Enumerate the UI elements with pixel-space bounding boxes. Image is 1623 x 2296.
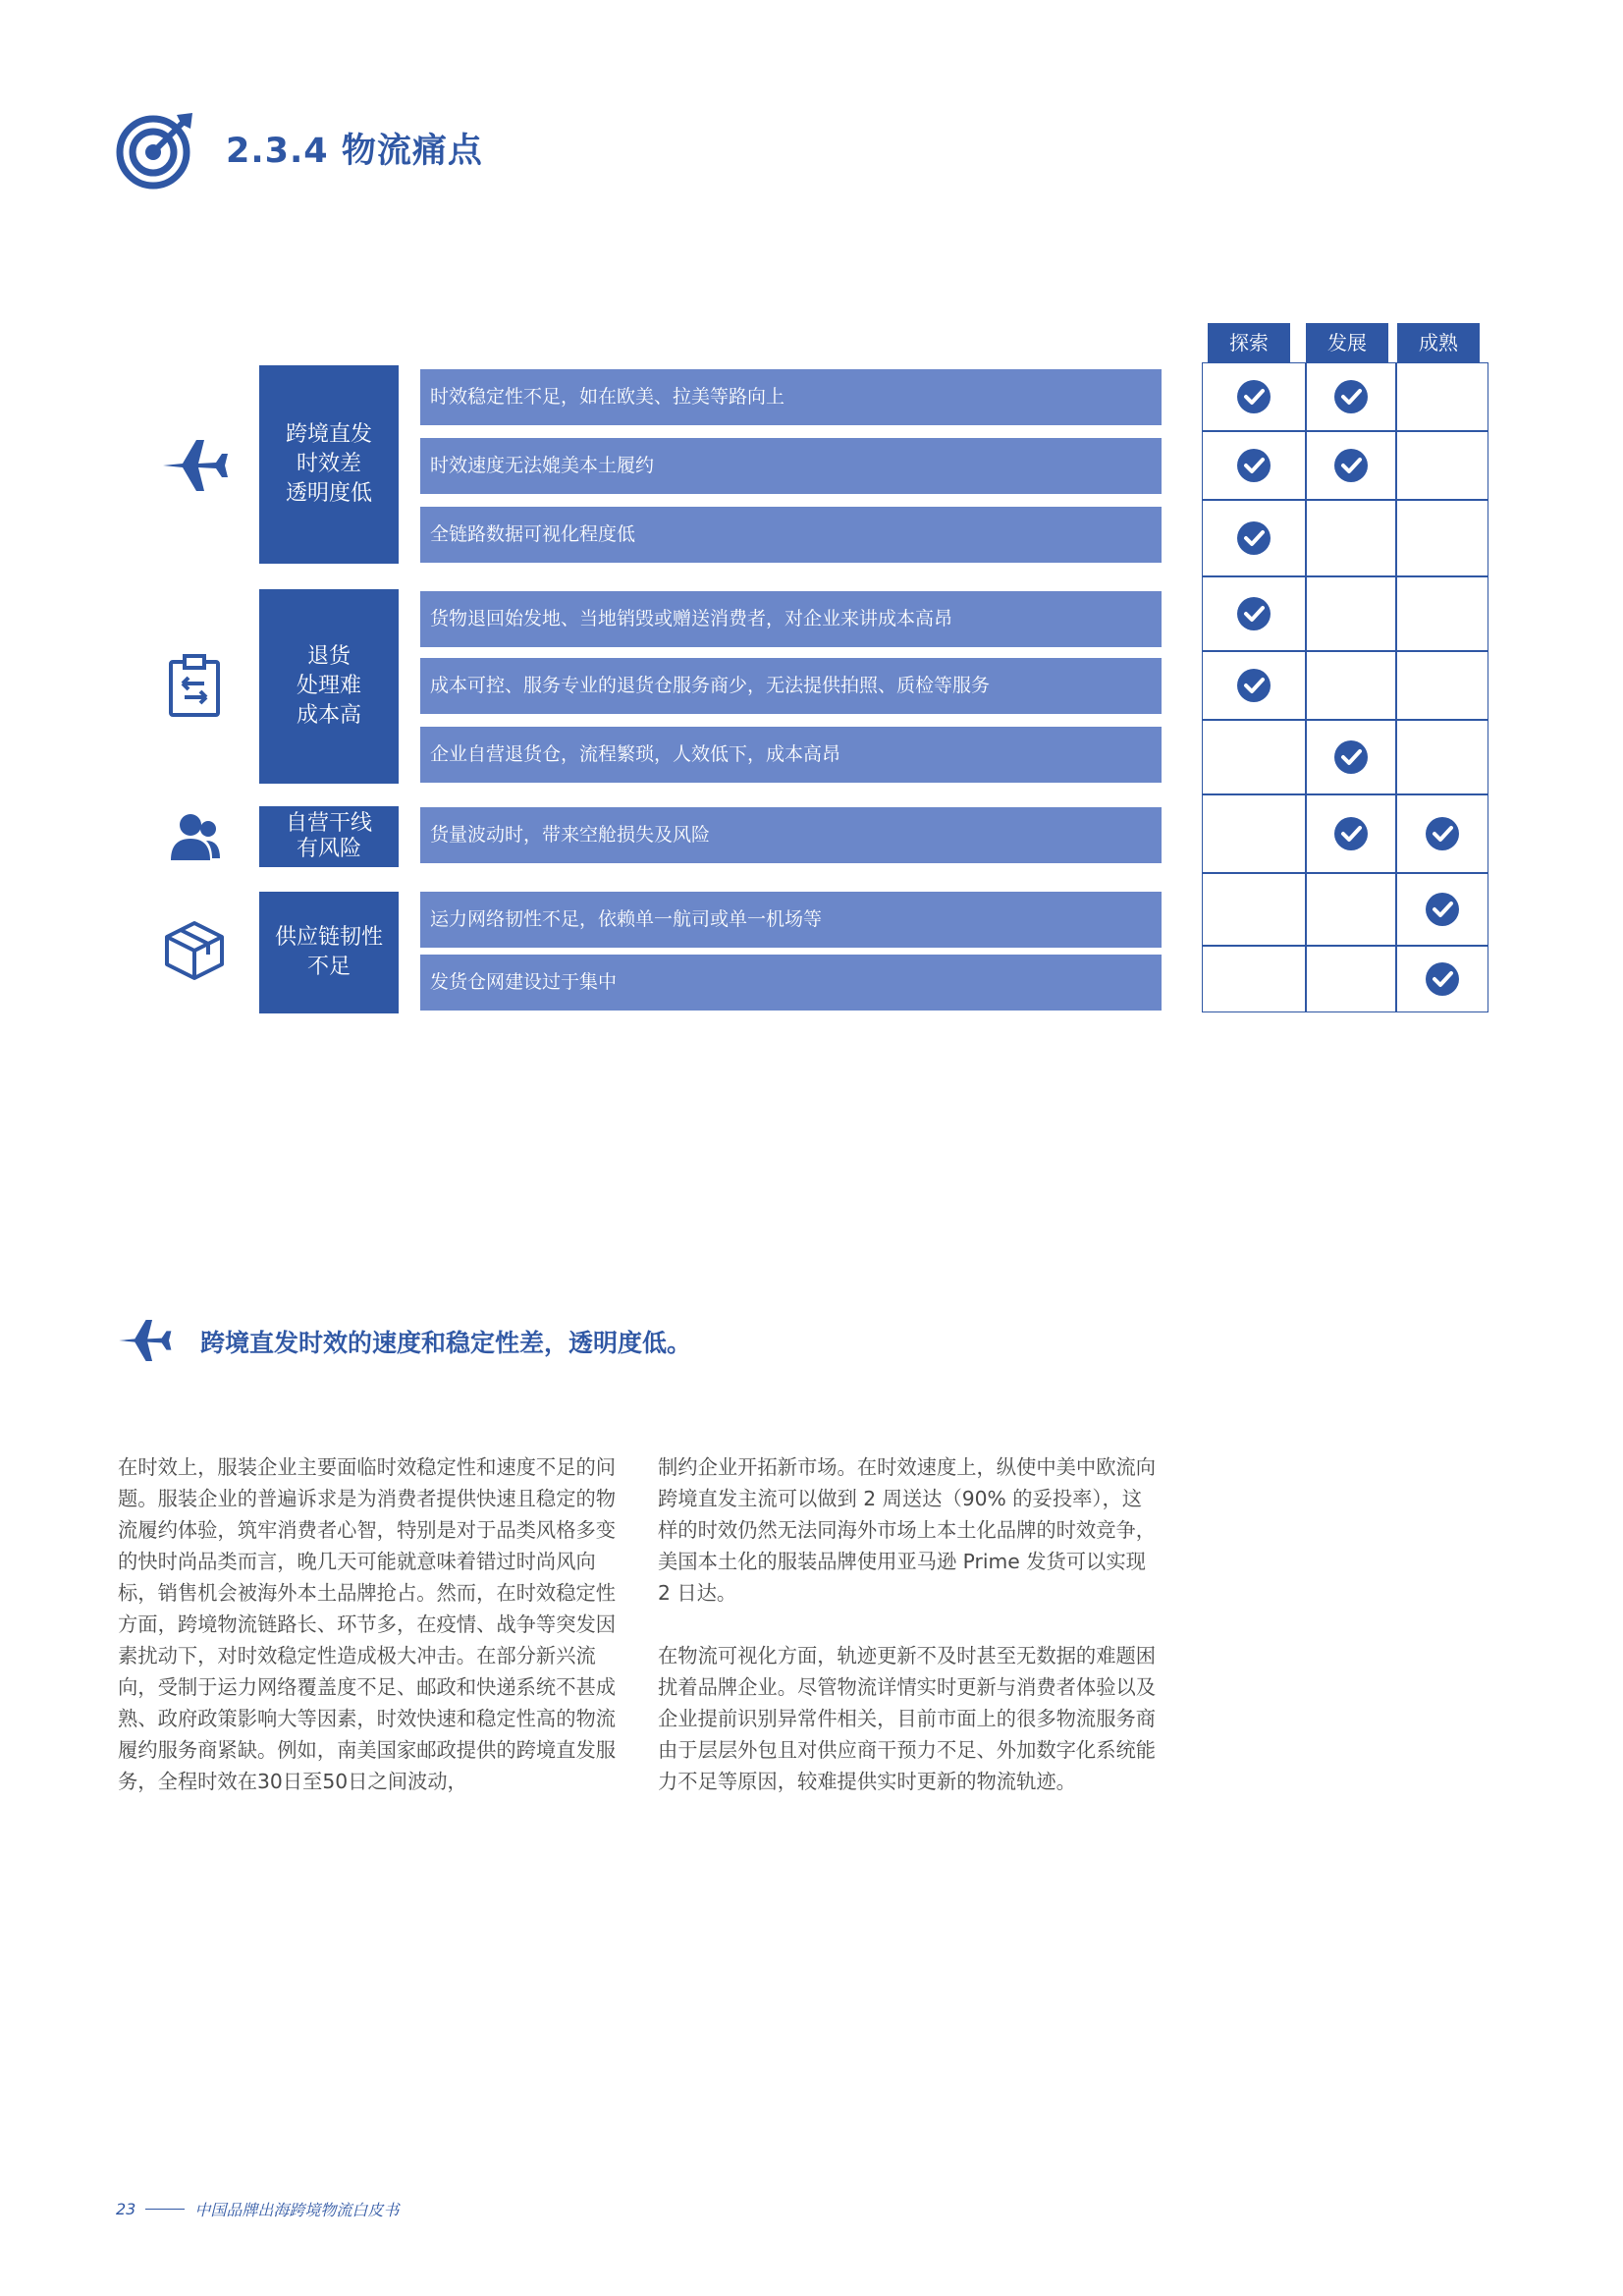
- check-circle-icon: [1237, 449, 1271, 482]
- target-icon: [116, 111, 194, 190]
- check-circle-icon: [1237, 380, 1271, 413]
- check-circle-icon: [1334, 817, 1368, 850]
- return-clipboard-icon: [167, 654, 222, 717]
- category-cross-border: 跨境直发 时效差 透明度低: [259, 365, 399, 564]
- issue-row: 时效稳定性不足，如在欧美、拉美等路向上: [420, 369, 1162, 425]
- issue-row: 发货仓网建设过于集中: [420, 955, 1162, 1011]
- body-column-left: [118, 1451, 619, 1829]
- issue-row: 全链路数据可视化程度低: [420, 507, 1162, 563]
- check-circle-icon: [1426, 817, 1459, 850]
- airplane-icon: [159, 430, 230, 501]
- check-circle-icon: [1237, 669, 1271, 702]
- issue-row: 运力网络韧性不足，依赖单一航司或单一机场等: [420, 892, 1162, 948]
- body-column-right: [658, 1451, 1159, 1829]
- check-circle-icon: [1426, 893, 1459, 926]
- users-icon: [169, 811, 222, 862]
- footer-rule: [145, 2209, 185, 2210]
- issue-row: 企业自营退货仓，流程繁琐，人效低下，成本高昂: [420, 727, 1162, 783]
- check-circle-icon: [1334, 449, 1368, 482]
- issue-row: 成本可控、服务专业的退货仓服务商少，无法提供拍照、质检等服务: [420, 658, 1162, 714]
- stage-matrix: [1202, 362, 1488, 1012]
- section-title: 2.3.4 物流痛点: [226, 132, 483, 171]
- category-self-trunk: 自营干线 有风险: [259, 806, 399, 867]
- check-circle-icon: [1237, 521, 1271, 555]
- category-returns: 退货 处理难 成本高: [259, 589, 399, 784]
- airplane-icon: [116, 1314, 173, 1367]
- page-footer: [116, 2198, 399, 2220]
- body-paragraph: 在时效上，服装企业主要面临时效稳定性和速度不足的问题。服装企业的普遍诉求是为消费者提供快速且稳定的物流履约体验，筑牢消费者心智，特别是对于品类风格多变的快时尚品类而言，晚几天可能就意味着错过时尚风向标，销售机会被海外本土品牌抢占。然而，在时效稳定性方面，跨境物流链路长、环节多，在疫情、战争等突发因素扰动下，对时效稳定性造成极大冲击。在部分新兴流向，受制于运力网络覆盖度不足、邮政和快递系统不甚成熟、政府政策影响大等因素，时效快速和稳定性高的物流履约服务商紧缺。例如，南美国家邮政提供的跨境直发服务，全程时效在30日至50日之间波动，: [118, 1455, 617, 1793]
- stage-header-develop: 发展: [1306, 323, 1388, 362]
- subsection-title: 跨境直发时效的速度和稳定性差，透明度低。: [200, 1329, 692, 1357]
- box-icon: [163, 919, 226, 982]
- stage-header-explore: 探索: [1208, 323, 1290, 362]
- issue-row: 货量波动时，带来空舱损失及风险: [420, 807, 1162, 863]
- body-paragraph: 在物流可视化方面，轨迹更新不及时甚至无数据的难题困扰着品牌企业。尽管物流详情实时更新与消费者体验以及企业提前识别异常件相关，目前市面上的很多物流服务商由于层层外包且对供应商干预力不足、外加数字化系统能力不足等原因，较难提供实时更新的物流轨迹。: [658, 1644, 1157, 1793]
- check-circle-icon: [1334, 740, 1368, 774]
- check-circle-icon: [1237, 597, 1271, 630]
- issue-row: 货物退回始发地、当地销毁或赠送消费者，对企业来讲成本高昂: [420, 591, 1162, 647]
- check-circle-icon: [1334, 380, 1368, 413]
- page-number: 23: [116, 2200, 136, 2218]
- body-paragraph: 制约企业开拓新市场。在时效速度上，纵使中美中欧流向跨境直发主流可以做到 2 周送达（90% 的妥投率），这样的时效仍然无法同海外市场上本土化品牌的时效竞争，美国本土化的服装品牌使用亚马逊 Prime 发货可以实现 2 日达。: [658, 1455, 1157, 1605]
- category-supply-chain: 供应链韧性 不足: [259, 892, 399, 1013]
- issue-row: 时效速度无法媲美本土履约: [420, 438, 1162, 494]
- check-circle-icon: [1426, 962, 1459, 996]
- book-title: 中国品牌出海跨境物流白皮书: [194, 2201, 400, 2219]
- stage-header-mature: 成熟: [1397, 323, 1480, 362]
